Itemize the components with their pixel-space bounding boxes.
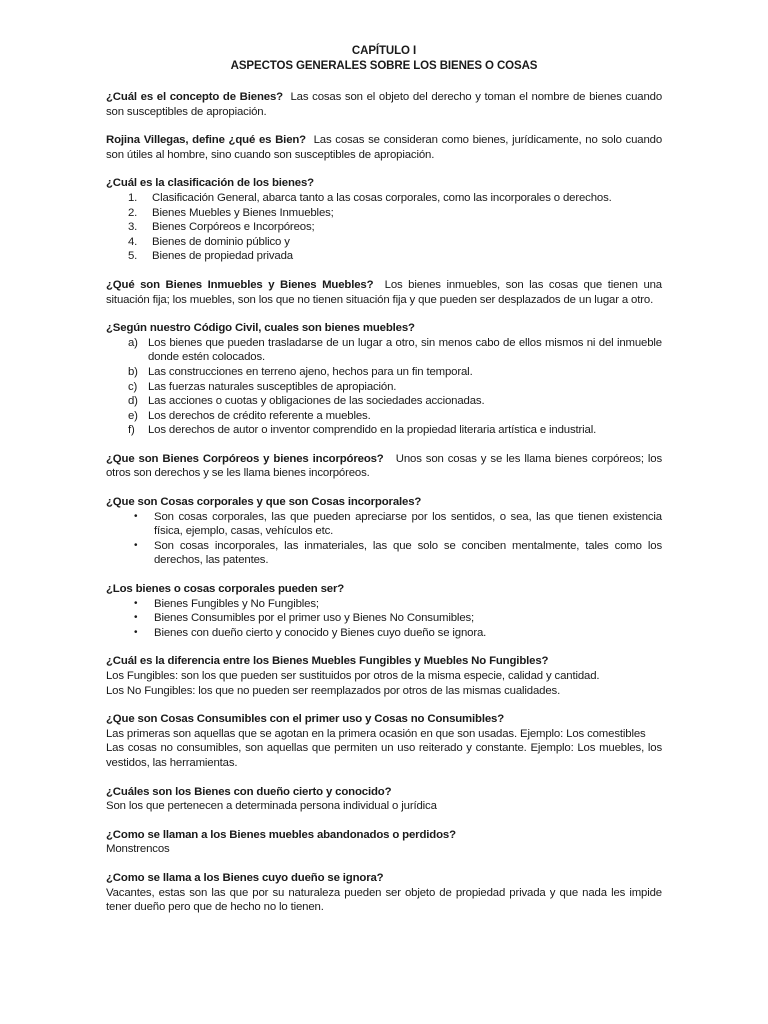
list-item bbox=[128, 394, 662, 409]
list-text: Las acciones o cuotas y obligaciones de las sociedades accionadas. bbox=[148, 395, 485, 408]
answer: Unos son cosas y se les llama bienes corpóreos; los otros son derechos y se les llama bienes incorpóreos. bbox=[106, 452, 663, 480]
answer: Las cosas son el objeto del derecho y toman el nombre de bienes cuando son susceptibles de apropiación. bbox=[106, 91, 663, 118]
section-clasificacion bbox=[106, 176, 662, 264]
question: ¿Cuál es la clasificación de los bienes? bbox=[106, 177, 314, 190]
bullet-marker: • bbox=[134, 510, 138, 522]
answer: Las cosas se consideran como bienes, jurídicamente, no solo cuando son útiles al hombre, sino cuando son susceptibles de apropiación. bbox=[106, 134, 663, 161]
question: Rojina Villegas, define ¿qué es Bien? bbox=[106, 134, 306, 147]
list-item bbox=[128, 336, 662, 365]
question: ¿Que son Bienes Corpóreos y bienes incorpóreos? bbox=[106, 452, 384, 465]
list-marker: 3. bbox=[128, 221, 138, 234]
numbered-list bbox=[106, 191, 662, 264]
list-marker: e) bbox=[128, 409, 138, 422]
bullet-list bbox=[106, 510, 662, 568]
answer-line: Las cosas no consumibles, son aquellas que permiten un uso reiterado y constante. Ejemplo: Los muebles, los vestidos, las herramientas. bbox=[106, 742, 662, 769]
list-item bbox=[128, 365, 662, 380]
lettered-list bbox=[106, 336, 662, 438]
section-cosas-corporales bbox=[106, 495, 662, 568]
chapter-number: CAPÍTULO I bbox=[351, 45, 417, 57]
list-marker: d) bbox=[128, 395, 138, 408]
list-item bbox=[134, 510, 662, 539]
section-fungibles bbox=[106, 654, 662, 698]
bullet-marker: • bbox=[134, 626, 138, 638]
question: ¿Según nuestro Código Civil, cuales son bienes muebles? bbox=[106, 322, 415, 335]
list-text: Bienes de dominio público y bbox=[152, 235, 290, 248]
list-text: Son cosas incorporales, las inmateriales, las que solo se conciben mentalmente, tales como los derechos, las patentes. bbox=[154, 539, 662, 567]
list-item bbox=[128, 409, 662, 424]
list-item bbox=[128, 249, 662, 264]
question: ¿Cuál es la diferencia entre los Bienes Muebles Fungibles y Muebles No Fungibles? bbox=[106, 655, 549, 668]
list-marker: 4. bbox=[128, 235, 138, 248]
list-item bbox=[128, 220, 662, 235]
list-item bbox=[128, 206, 662, 221]
question: ¿Cuáles son los Bienes con dueño cierto y conocido? bbox=[106, 785, 392, 798]
question: ¿Cuál es el concepto de Bienes? bbox=[106, 91, 283, 103]
list-marker: 2. bbox=[128, 206, 138, 219]
question: ¿Como se llaman a los Bienes muebles abandonados o perdidos? bbox=[106, 828, 456, 841]
answer-line: Los Fungibles: son los que pueden ser sustituidos por otros de la misma especie, calidad y cantidad. bbox=[106, 670, 600, 682]
section-rojina-villegas bbox=[106, 133, 662, 162]
section-codigo-civil bbox=[106, 321, 662, 438]
list-item bbox=[134, 611, 662, 626]
question: ¿Como se llama a los Bienes cuyo dueño se ignora? bbox=[106, 871, 384, 884]
question: ¿Los bienes o cosas corporales pueden ser? bbox=[106, 583, 345, 596]
question: ¿Que son Cosas Consumibles con el primer uso y Cosas no Consumibles? bbox=[106, 713, 505, 726]
bullet-marker: • bbox=[134, 539, 138, 551]
section-inmuebles-muebles bbox=[106, 278, 662, 307]
list-item bbox=[128, 423, 662, 438]
list-item bbox=[134, 597, 662, 612]
list-marker: a) bbox=[128, 336, 138, 349]
bullet-marker: • bbox=[134, 597, 138, 609]
section-dueno-cierto bbox=[106, 785, 662, 814]
answer: Monstrencos bbox=[106, 843, 170, 856]
list-marker: 5. bbox=[128, 250, 138, 263]
list-text: Bienes Muebles y Bienes Inmuebles; bbox=[152, 206, 334, 219]
list-text: Bienes con dueño cierto y conocido y Bienes cuyo dueño se ignora. bbox=[154, 626, 487, 639]
list-text: Los bienes que pueden trasladarse de un lugar a otro, sin menos cabo de ellos mismos ni del inmueble donde estén colocados. bbox=[148, 336, 662, 364]
list-text: Bienes Consumibles por el primer uso y Bienes No Consumibles; bbox=[154, 612, 475, 625]
bullet-list bbox=[106, 597, 662, 641]
list-item bbox=[128, 235, 662, 250]
question: ¿Qué son Bienes Inmuebles y Bienes Muebles? bbox=[106, 278, 374, 291]
section-dueno-ignora bbox=[106, 871, 662, 915]
answer: Son los que pertenecen a determinada persona individual o jurídica bbox=[106, 800, 437, 813]
question: ¿Que son Cosas corporales y que son Cosas incorporales? bbox=[106, 496, 422, 509]
answer-line: Las primeras son aquellas que se agotan en la primera ocasión en que son usadas. Ejemplo: Los comestibles bbox=[106, 727, 646, 740]
list-text: Las construcciones en terreno ajeno, hechos para un fin temporal. bbox=[148, 365, 473, 378]
list-item bbox=[134, 539, 662, 568]
list-item bbox=[128, 191, 662, 206]
section-consumibles bbox=[106, 712, 662, 770]
section-abandonados bbox=[106, 828, 662, 857]
list-text: Las fuerzas naturales susceptibles de apropiación. bbox=[148, 380, 397, 393]
list-marker: 1. bbox=[128, 191, 138, 204]
list-text: Clasificación General, abarca tanto a las cosas corporales, como las incorporales o derechos. bbox=[152, 191, 612, 204]
answer: Vacantes, estas son las que por su naturaleza pueden ser objeto de propiedad privada y que nada les impide tener dueño pero que de hecho no lo tienen. bbox=[106, 886, 662, 914]
list-marker: b) bbox=[128, 365, 138, 378]
list-item bbox=[128, 380, 662, 395]
answer: Los bienes inmuebles, son las cosas que tienen una situación fija; los muebles, son los que no tienen situación fija y que pueden ser desplazados de un lugar a otro. bbox=[106, 278, 662, 306]
chapter-heading bbox=[106, 44, 662, 74]
section-bienes-corporales bbox=[106, 582, 662, 640]
list-text: Bienes Corpóreos e Incorpóreos; bbox=[152, 221, 315, 234]
answer-line: Los No Fungibles: los que no pueden ser reemplazados por otros de las mismas cualidades. bbox=[106, 684, 561, 697]
section-corporeos bbox=[106, 452, 662, 481]
list-text: Son cosas corporales, las que pueden apreciarse por los sentidos, o sea, las que tienen existencia física, ejemplo, casas, vehículos etc. bbox=[154, 510, 662, 538]
bullet-marker: • bbox=[134, 612, 138, 624]
list-text: Los derechos de crédito referente a muebles. bbox=[148, 409, 371, 422]
list-text: Bienes Fungibles y No Fungibles; bbox=[154, 597, 319, 610]
list-text: Los derechos de autor o inventor comprendido en la propiedad literaria artística e industrial. bbox=[148, 424, 597, 437]
list-marker: c) bbox=[128, 380, 138, 393]
list-item bbox=[134, 626, 662, 641]
section-concepto-bienes bbox=[106, 90, 662, 119]
list-marker: f) bbox=[128, 424, 135, 437]
list-text: Bienes de propiedad privada bbox=[152, 250, 293, 263]
chapter-title: ASPECTOS GENERALES SOBRE LOS BIENES O COSAS bbox=[230, 60, 538, 72]
